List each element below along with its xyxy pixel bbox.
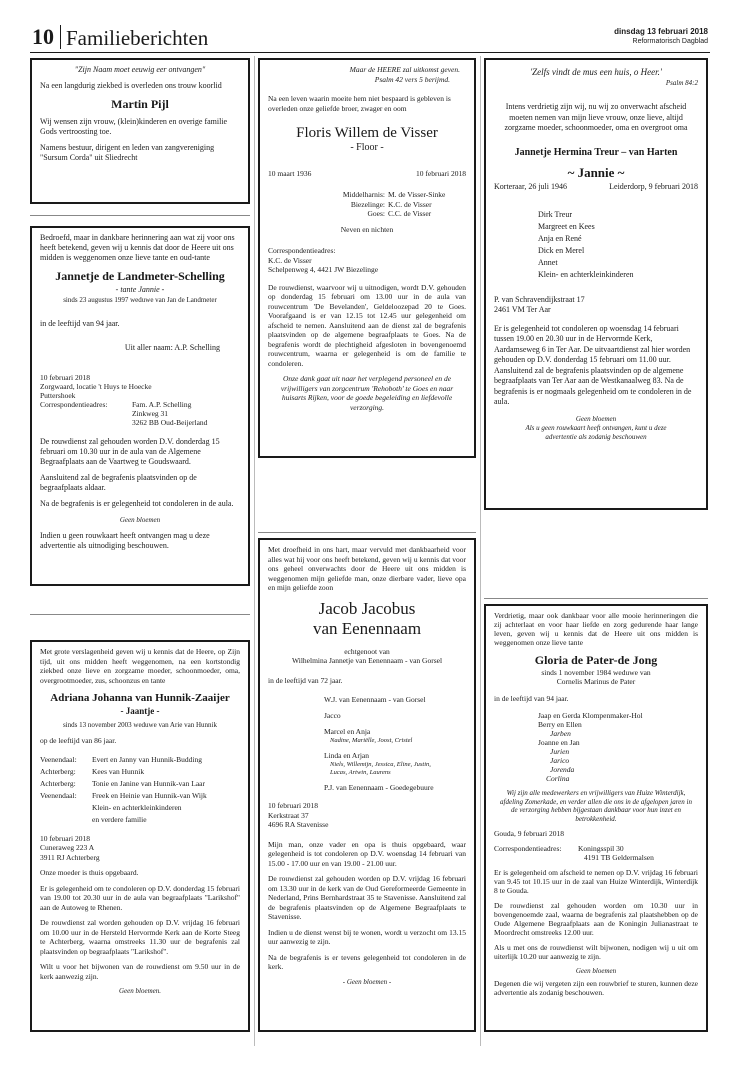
notice-intro: Na een leven waarin moeite hem niet bespaard is gebleven is overleden onze geliefde broer, zwager en oom (268, 94, 451, 113)
service-info: De rouwdienst zal gehouden worden D.V. donderdag 15 februari om 10.30 uur in de aula van de Algemene Begraafplaats aan de Vaartweg te Goudswaard. (40, 437, 220, 466)
birth-date: Korteraar, 26 juli 1946 (494, 182, 567, 191)
notice-intro: Bedroefd, maar in dankbare herinnering aan wat zij voor ons heeft betekend, geven wij u kennis dat door de Heere uit ons midden is weggenomen onze lieve tante en oud-tante (40, 233, 235, 262)
family-place: Goes: (367, 209, 385, 218)
notice-date: Gouda, 9 februari 2018 (494, 829, 564, 838)
place-line: Puttershoek (40, 391, 76, 400)
address-line: P. van Schravendijkstraat 17 (494, 294, 585, 304)
family-member: Dick en Merel (538, 245, 585, 255)
thanks-note: Wij zijn alle medewerkers en vrijwilligers van Huize Winterdijk, afdeling Zomerkade, en verder allen die ons in de afgelopen jaren in de verzorging hebben bijgestaan dankbaar voor hun inzet en betrokkenheid. (500, 789, 692, 823)
quote-line: 'Zelfs vindt de mus een huis, o Heer.' (530, 67, 662, 77)
family-place: Achterberg: (40, 778, 76, 788)
card-notice: Als u geen rouwkaart heeft ontvangen, kunt u deze advertentie als zodanig beschouwen (525, 424, 667, 441)
deceased-name: Adriana Johanna van Hunnik-Zaaijer (50, 692, 230, 704)
family-name: K.C. de Visser (388, 199, 432, 209)
column-divider (254, 56, 255, 1046)
widow-of: sinds 13 november 2003 weduwe van Arie van Hunnik (63, 720, 217, 729)
notice-martin-pijl (30, 58, 250, 204)
notice-treur-van-harten (484, 58, 708, 510)
no-flowers: Geen bloemen (575, 414, 617, 423)
paper-name: Reformatorisch Dagblad (632, 38, 708, 45)
family-member: Marcel en Anja (324, 727, 371, 736)
farewell-info: Er is gelegenheid om afscheid te nemen op D.V. vrijdag 16 februari van 9.45 tot 10.15 uur in de zaal van Huize Winterdijk, Winterdijk 8 te Gouda. (494, 868, 698, 895)
service-info: De rouwdienst zal worden gehouden op D.V. vrijdag 16 februari om 10.00 uur in de Hersteld Hervormde Kerk aan de Korte Steeg te Achterberg, waarna omstreeks 11.30 uur de begrafenis zal plaatsvinden op begraafplaats "Larikshof". (40, 918, 240, 956)
family-member: Jacco (324, 711, 341, 720)
condolence-info: Er is gelegenheid om te condoleren op D.V. donderdag 15 februari van 19.00 tot 20.30 uur in de aula van begraafplaats "Larikshof" aan de Autoweg te Rhenen. (40, 883, 240, 912)
header-divider (60, 25, 61, 49)
header-rule (30, 52, 710, 53)
address-line: Cuneraweg 223 A (40, 843, 95, 852)
family-member: Dirk Treur (538, 209, 573, 219)
family-member: Annet (538, 257, 558, 267)
address-line: 3262 BB Oud-Beijerland (132, 418, 208, 427)
address-line: Kerkstraat 37 (268, 810, 309, 820)
family-member: W.J. van Eenennaam - van Gorsel (324, 695, 426, 704)
no-flowers: Geen bloemen (575, 967, 617, 975)
family-place: Middelharnis: (342, 190, 385, 199)
grandchild: Jurien (550, 747, 570, 756)
place-line: Zorgwaard, locatie 't Huys te Hoecke (40, 382, 152, 391)
family-list (268, 190, 466, 219)
family-member: Klein- en achterkleinkinderen (538, 269, 634, 279)
correspondence-label: Correspondentieadres: (40, 400, 108, 409)
family-name: C.C. de Visser (388, 209, 432, 218)
life-dates (268, 169, 466, 179)
family-member: Linda en Arjan (324, 751, 369, 760)
widow-of-name: Cornelis Marinus de Pater (556, 677, 636, 686)
home-info: Onze moeder is thuis opgebaard. (40, 868, 139, 877)
section-rule (258, 532, 476, 533)
deceased-name: Jannetje de Landmeter-Schelling (55, 269, 225, 283)
other-family: en verdere familie (92, 814, 147, 824)
grandchildren: Lucas, Artwin, Laurens (330, 769, 391, 776)
attend-info: Indien u de dienst wenst bij te wonen, wordt u verzocht om 13.15 uur aanwezig te zijn. (268, 927, 466, 946)
deceased-nickname: - tante Jannie - (115, 285, 165, 294)
family-member: Joanne en Jan (538, 738, 580, 747)
deceased-name-first: Jacob Jacobus (318, 598, 416, 618)
death-date: 10 februari 2018 (416, 168, 466, 178)
grandchild: Jorenda (550, 765, 575, 774)
spouse-label: echtgenoot van (344, 646, 390, 656)
family-place: Biezelinge: (350, 199, 385, 209)
service-info: De rouwdienst zal gehouden worden om 10.30 uur in bovengenoemde zaal, waarna de begrafenis zal plaatshebben op de Oude Algemene Begraafplaats aan de Koningin Julianastraat te Moordrecht omstreeks 12.00 uur. (494, 901, 698, 937)
notice-van-eenennaam (258, 538, 476, 1032)
page-number: 10 (32, 24, 54, 49)
home-info: Mijn man, onze vader en opa is thuis opgebaard, waar gelegenheid is tot condoleren op D.V. woensdag 14 februari van 15.00 - 17.00 uur en van 19.00 - 21.00 uur. (268, 839, 466, 868)
deceased-age: in de leeftijd van 94 jaar. (494, 694, 569, 703)
family-place: Veenendaal: (40, 754, 77, 764)
notice-date: 10 februari 2018 (40, 373, 90, 382)
family-member: Berry en Ellen (538, 720, 582, 729)
section-title: Familieberichten (66, 26, 209, 50)
family-list (40, 754, 240, 826)
place-block (40, 373, 240, 427)
notice-wish: Wij wensen zijn vrouw, (klein)kinderen en overige familie Gods vertroosting toe. (40, 117, 228, 136)
widow-of: sinds 23 augustus 1997 weduwe van Jan de Landmeter (63, 296, 217, 304)
section-rule (484, 598, 708, 599)
notice-intro: Met grote verslagenheid geven wij u kennis dat de Heere, op Zijn tijd, uit ons midden heeft weggenomen, na een kortstondig ziekbed onze lieve en zorgzame moeder, schoonmoeder, oma, overgrootmoeder, zus, schoonzus en tante (40, 647, 240, 685)
deceased-name: Jannetje Hermina Treur – van Harten (514, 146, 678, 158)
notice-intro: Verdrietig, maar ook dankbaar voor alle mooie herinneringen die zij achterlaat en voor haar liefde en zorg gedurende haar lange leven, geven wij u kennis dat de Heere uit ons midden is weggenomen onze lieve tante (494, 611, 698, 647)
nephews-nieces: Neven en nichten (340, 224, 394, 234)
issue-date: dinsdag 13 februari 2018 (614, 27, 708, 36)
correspondence-block (268, 246, 466, 275)
family-place: Veenendaal: (40, 790, 77, 800)
deceased-name: Martin Pijl (111, 97, 169, 111)
grandchild: Jarico (550, 756, 570, 765)
notice-date: 10 februari 2018 (40, 833, 90, 843)
notice-van-hunnik-zaaijer (30, 640, 250, 1032)
service-info: De rouwdienst, waarvoor wij u uitnodigen, wordt D.V. gehouden op donderdag 15 februari om 13.00 uur in de aula van rouwcentrum 'De Bevelanden', Geldeloozepad 20 te Goes. Voorafgaand is er van 12.15 tot 12.45 uur gelegenheid om afscheid te nemen. Aansluitend aan de dienst zal de begrafenis plaatsvinden op de algemene begraafplaats te Goes. Na de begrafenis wordt de plechtigheid afgesloten in bovengenoemd rouwcentrum, waarna er gelegenheid is om de familie te condoleren. (268, 282, 466, 368)
family-member: Margreet en Kees (538, 221, 595, 231)
family-place: Achterberg: (40, 766, 76, 776)
family-member: Jaap en Gerda Klompenmaker-Hol (538, 711, 643, 720)
family-list (494, 209, 698, 281)
address-line: Zinkweg 31 (132, 409, 169, 418)
family-list (268, 695, 466, 793)
attend-info: Als u met ons de rouwdienst wilt bijwonen, nodigen wij u uit om uiterlijk 10.20 uur aanwezig te zijn. (494, 943, 698, 961)
deceased-name: Floris Willem de Visser (296, 125, 438, 141)
card-notice: Degenen die wij vergeten zijn een rouwbrief te sturen, kunnen deze advertentie als zodanig beschouwen. (494, 979, 698, 997)
no-flowers: - Geen bloemen - (342, 977, 392, 986)
address-line: K.C. de Visser (268, 255, 312, 265)
no-flowers: Geen bloemen (119, 516, 161, 524)
notice-floris-de-visser (258, 58, 476, 458)
deceased-name: Gloria de Pater-de Jong (534, 653, 658, 667)
deceased-nickname: ~ Jannie ~ (567, 164, 625, 180)
card-notice: Indien u geen rouwkaart heeft ontvangen mag u deze advertentie als uitnodiging beschouwen. (40, 531, 210, 550)
address-line: 4191 TB Geldermalsen (584, 853, 654, 862)
notice-intro: Intens verdrietig zijn wij, nu wij zo onverwacht afscheid moeten nemen van mijn lieve vrouw, onze lieve, altijd zorgzame moeder, schoonmoeder, oma en overgroot oma (504, 102, 688, 132)
deceased-nickname: - Jaantje - (120, 706, 160, 716)
notice-date: 10 februari 2018 (268, 801, 318, 810)
notice-landmeter-schelling (30, 226, 250, 586)
section-rule (30, 614, 250, 615)
correspondence-label: Correspondentieadres: (268, 246, 336, 255)
birth-date: 10 maart 1936 (268, 168, 312, 178)
grandchild: Jarben (550, 729, 571, 738)
attend-info: Wilt u voor het bijwonen van de rouwdienst om 9.50 uur in de kerk aanwezig zijn. (40, 962, 240, 981)
family-name: M. de Visser-Sinke (388, 190, 446, 199)
family-name: Kees van Hunnik (92, 766, 145, 776)
family-name: Tonie en Janine van Hunnik-van Laar (92, 778, 205, 788)
grandchildren: Niels, Willemijn, Jessica, Eline, Justin, (330, 761, 431, 768)
deceased-age: in de leeftijd van 72 jaar. (268, 675, 343, 685)
family-list (494, 711, 698, 783)
quote-source: Psalm 84:2 (665, 78, 698, 87)
family-name: Evert en Janny van Hunnik-Budding (92, 754, 202, 764)
quote-source: Psalm 42 vers 5 berijmd. (374, 74, 450, 84)
notice-de-pater-de-jong (484, 604, 708, 1032)
notice-signature: Namens bestuur, dirigent en leden van zangvereniging "Sursum Corda" uit Sliedrecht (40, 143, 215, 162)
correspondence-label: Correspondentieadres: (494, 844, 562, 853)
widow-of: sinds 1 november 1984 weduwe van (541, 668, 651, 677)
deceased-nickname: - Floor - (350, 142, 384, 153)
condolence-info: Na de begrafenis is er gelegenheid tot condoleren in de aula. (40, 499, 234, 508)
section-rule (30, 215, 250, 216)
service-info: Er is gelegenheid tot condoleren op woensdag 14 februari tussen 19.00 en 20.30 uur in de Hervormde Kerk, Aardamseweg 6 in Ter Aar. De uitvaartdienst zal hier worden gehouden op D.V. donderdag 15 februari om 11.00 uur. Aansluitend zal de begrafenis plaatsvinden op de algemene begraafplaats van Ter Aar aan de Westkanaalweg 83. Na de begrafenis is er nogmaals gelegenheid om te condoleren in de aula. (494, 323, 692, 406)
death-date: Leiderdorp, 9 februari 2018 (609, 182, 698, 191)
address-line: 3911 RJ Achterberg (40, 852, 100, 862)
thanks-note: Onze dank gaat uit naar het verplegend personeel en de vrijwilligers van zorgcentrum 'Rehoboth' te Goes en naar huisarts Rijken, voor de goede begeleiding en liefdevolle verzorging. (280, 374, 454, 412)
condolence-info: Na de begrafenis is er tevens gelegenheid tot condoleren in de kerk. (268, 952, 466, 971)
quote-line: Maar de HEERE zal uitkomst geven. (349, 65, 460, 74)
column-divider (480, 56, 481, 1046)
deceased-name-last: van Eenennaam (312, 618, 422, 638)
service-info: De rouwdienst zal gehouden worden op D.V. vrijdag 16 februari om 13.30 uur in de kerk van de Oud Gereformeerde Gemeente in Nederland, Prins Bernhardstraat 35 te Stavenisse. Aansluitend zal de begrafenis plaatsvinden op de Algemene Begraafplaats te Stavenisse. (268, 874, 466, 921)
grandchild: Corlina (546, 774, 570, 783)
address-line: 4696 RA Stavenisse (268, 820, 329, 829)
deceased-age: in de leeftijd van 94 jaar. (40, 319, 120, 328)
burial-info: Aansluitend zal de begrafenis plaatsvinden op de begraafplaats aldaar. (40, 473, 197, 492)
family-signature: Uit aller naam: A.P. Schelling (124, 343, 220, 352)
address-block (40, 834, 240, 863)
family-member: P.J. van Eenennaam - Goedegebuure (324, 783, 434, 792)
grandchildren: Nadine, Mariëlle, Joost, Cristel (330, 737, 413, 744)
life-dates (494, 182, 698, 193)
address-block (268, 801, 466, 830)
family-name: Freek en Heinie van Hunnik-van Wijk (92, 790, 207, 800)
address-line: Schelpenweg 4, 4421 JW Biezelinge (268, 265, 379, 274)
notice-intro: Met droefheid in ons hart, maar vervuld met dankbaarheid voor alles wat hij voor ons heeft betekend, geven wij u kennis dat voor ons geheel onverwachts door de Heere uit ons midden is weggenomen mijn geliefde man, onze dierbare vader, lieve opa en mijn geliefde zoon (268, 545, 466, 592)
address-line: Fam. A.P. Schelling (132, 400, 192, 409)
address-line: 2461 VM Ter Aar (494, 305, 551, 314)
deceased-age: op de leeftijd van 86 jaar. (40, 736, 117, 745)
grandchildren: Klein- en achterkleinkinderen (92, 802, 182, 812)
no-flowers: Geen bloemen. (119, 987, 161, 995)
spouse-name: Wilhelmina Jannetje van Eenennaam - van Gorsel (291, 656, 443, 665)
correspondence-block (494, 844, 698, 862)
notice-intro: Na een langdurig ziekbed is overleden ons trouw koorlid (40, 81, 222, 90)
address-line: Koningsspil 30 (578, 844, 624, 853)
family-member: Anja en René (538, 233, 582, 243)
notice-quote: "Zijn Naam moet eeuwig eer ontvangen" (74, 65, 206, 74)
address-block (494, 295, 698, 316)
